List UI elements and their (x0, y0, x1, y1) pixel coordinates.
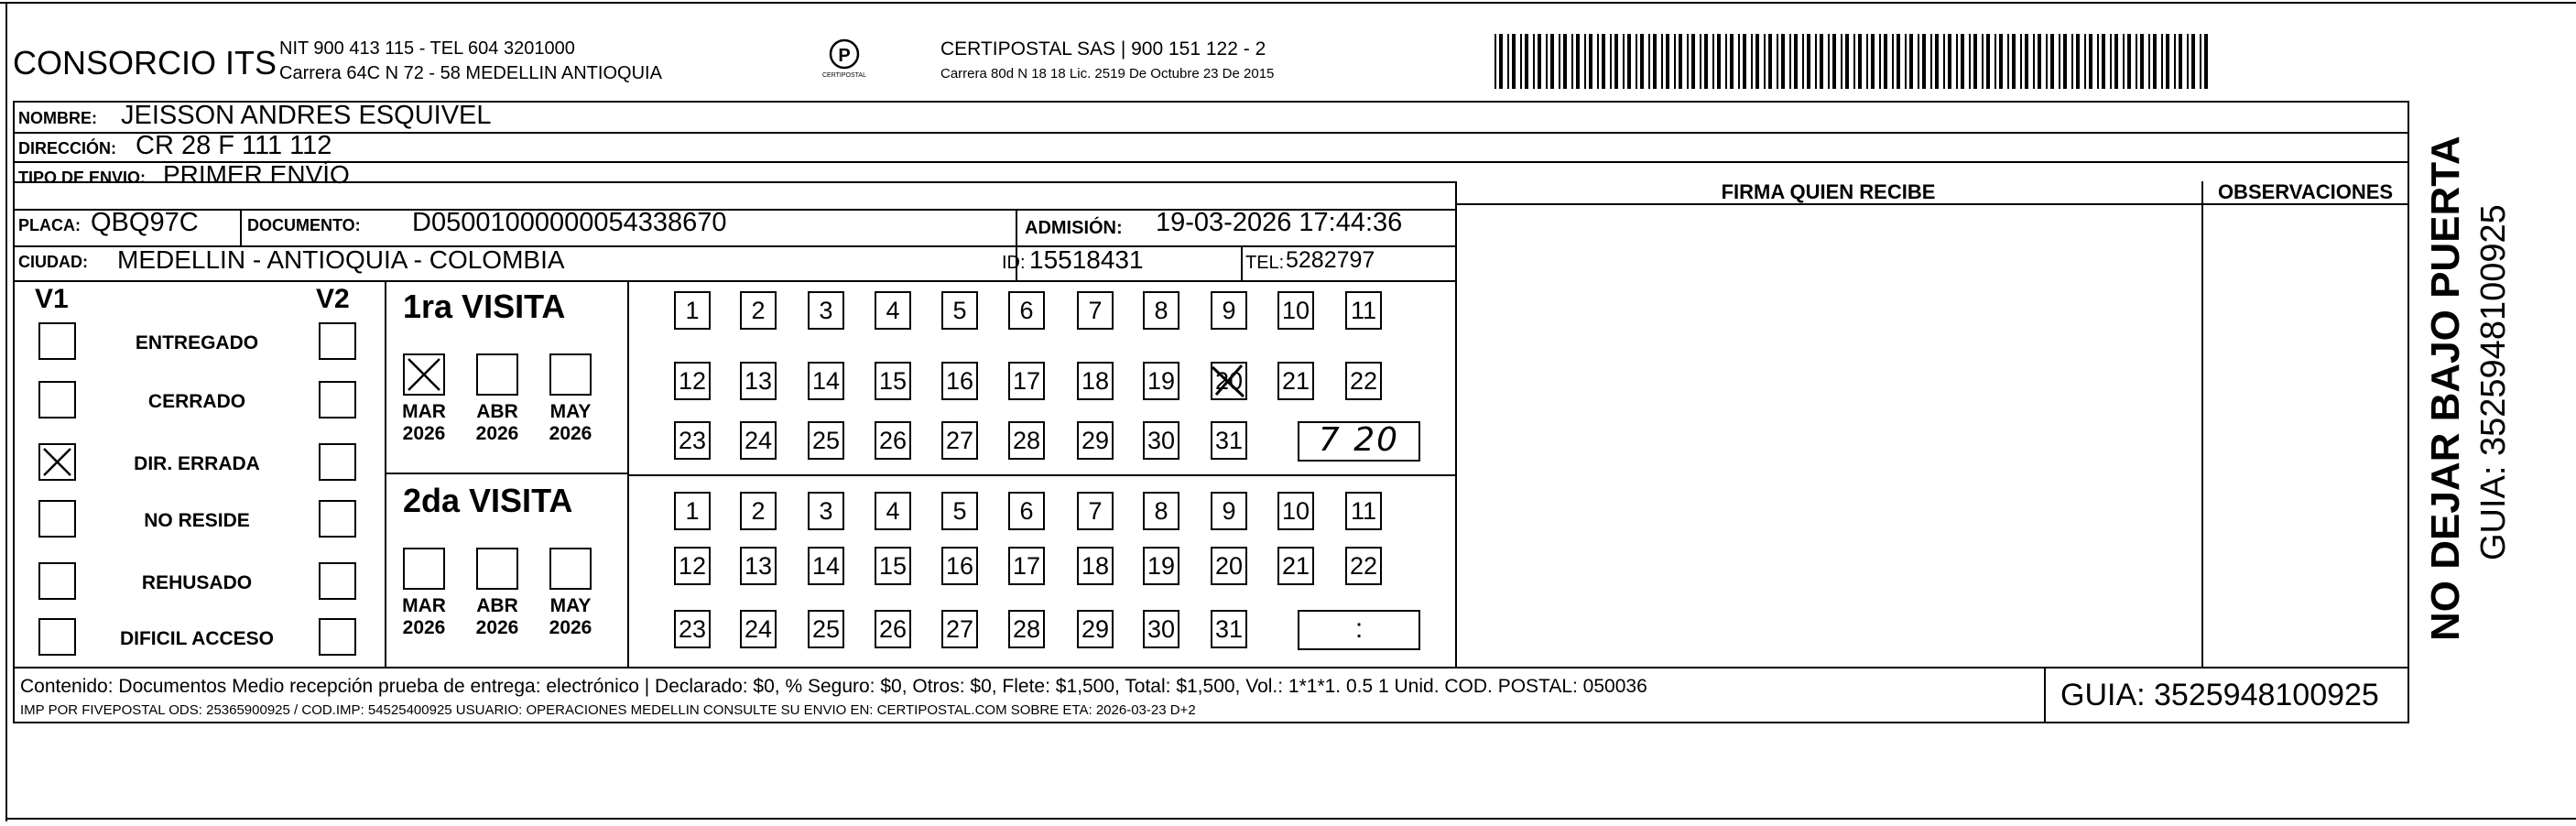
company-info-1: NIT 900 413 115 - TEL 604 3201000 (279, 38, 575, 59)
footer-contents: Contenido: Documentos Medio recepción prueba de entrega: electrónico | Declarado: $0, % Seguro: $0, Otros: $0, Flete: $1,500, Total: $1,500, Vol.: 1*1*1. 0.5 1 Unid. COD. POSTAL: 050036 (20, 676, 1647, 697)
v1-checkbox-3 (38, 443, 76, 481)
admision-value: 19-03-2026 17:44:36 (1156, 208, 1403, 237)
first-month-box-2 (476, 353, 518, 396)
second-visit-time: : (1298, 610, 1420, 650)
first-visit-time: 7 20 (1298, 421, 1420, 462)
month-name: MAY (549, 595, 592, 616)
second-month-box-1 (403, 548, 445, 590)
first-day-28: 28 (1008, 421, 1045, 460)
first-day-19: 19 (1143, 362, 1179, 400)
first-month-box-1 (403, 353, 445, 396)
second-day-12: 12 (674, 547, 711, 585)
first-day-27: 27 (941, 421, 978, 460)
no-dejar-bajo-puerta: NO DEJAR BAJO PUERTA (2423, 136, 2468, 641)
month-year: 2026 (402, 617, 446, 638)
cell-divider (240, 209, 242, 245)
row-line (13, 132, 2409, 134)
company-name: CONSORCIO ITS (13, 44, 277, 82)
first-day-17: 17 (1008, 362, 1045, 400)
visit-divider-h (627, 474, 1455, 476)
second-day-7: 7 (1077, 492, 1114, 530)
status-label-3: DIR. ERRADA (134, 453, 260, 474)
first-day-11: 11 (1345, 291, 1382, 330)
second-day-21: 21 (1277, 547, 1314, 585)
observaciones-divider (2201, 181, 2203, 667)
placa-label: PLACA: (18, 216, 81, 234)
first-day-24: 24 (740, 421, 777, 460)
first-day-18: 18 (1077, 362, 1114, 400)
second-day-11: 11 (1345, 492, 1382, 530)
first-day-16: 16 (941, 362, 978, 400)
second-day-27: 27 (941, 610, 978, 648)
second-day-13: 13 (740, 547, 777, 585)
documento-label: DOCUMENTO: (247, 216, 361, 234)
first-day-9: 9 (1211, 291, 1247, 330)
second-day-2: 2 (740, 492, 777, 530)
footer-line (13, 667, 2409, 668)
second-day-9: 9 (1211, 492, 1247, 530)
placa-value: QBQ97C (91, 208, 199, 237)
second-day-14: 14 (808, 547, 844, 585)
tel-label: TEL: (1245, 253, 1285, 273)
first-month-box-3 (549, 353, 592, 396)
second-month-label-1 (397, 595, 451, 639)
v1-checkbox-6 (38, 618, 76, 656)
v1-checkbox-2 (38, 381, 76, 418)
first-day-30: 30 (1143, 421, 1179, 460)
v2-checkbox-3 (319, 443, 356, 481)
first-day-6: 6 (1008, 291, 1045, 330)
v1-label: V1 (35, 284, 69, 314)
side-guia: GUIA: 3525948100925 (2474, 204, 2513, 560)
second-day-26: 26 (875, 610, 911, 648)
second-day-15: 15 (875, 547, 911, 585)
strike-mark (1211, 362, 1247, 400)
row-line (1455, 203, 2409, 205)
status-label-2: CERRADO (147, 391, 246, 412)
month-year: 2026 (475, 617, 519, 638)
v1-checkbox-1 (38, 322, 76, 360)
second-day-3: 3 (808, 492, 844, 530)
x-mark (405, 355, 445, 396)
second-month-box-3 (549, 548, 592, 590)
first-day-8: 8 (1143, 291, 1179, 330)
ciudad-label: CIUDAD: (18, 253, 88, 271)
first-day-15: 15 (875, 362, 911, 400)
second-month-box-2 (476, 548, 518, 590)
first-day-12: 12 (674, 362, 711, 400)
first-visit-title: 1ra VISITA (403, 288, 566, 325)
status-label-4: NO RESIDE (144, 510, 250, 531)
first-day-25: 25 (808, 421, 844, 460)
first-day-26: 26 (875, 421, 911, 460)
second-day-5: 5 (941, 492, 978, 530)
v2-checkbox-1 (319, 322, 356, 360)
v2-checkbox-5 (319, 562, 356, 600)
ciudad-value: MEDELLIN - ANTIOQUIA - COLOMBIA (117, 245, 565, 274)
signature-divider (1455, 181, 1457, 667)
first-day-31: 31 (1211, 421, 1247, 460)
v2-checkbox-6 (319, 618, 356, 656)
tipo-envio-value: PRIMER ENVÍO (163, 160, 350, 189)
first-month-label-1 (397, 401, 451, 445)
certipostal-logo (818, 37, 871, 92)
status-label-1: ENTREGADO (135, 332, 259, 353)
second-day-10: 10 (1277, 492, 1314, 530)
logo-text: CERTIPOSTAL (822, 72, 866, 79)
first-day-29: 29 (1077, 421, 1114, 460)
direccion-label: DIRECCIÓN: (18, 139, 116, 158)
id-label: ID: (1002, 253, 1026, 273)
courier-info-1: CERTIPOSTAL SAS | 900 151 122 - 2 (940, 38, 1266, 60)
first-day-22: 22 (1345, 362, 1382, 400)
month-year: 2026 (475, 423, 519, 444)
svg-text:P: P (838, 46, 851, 66)
v2-checkbox-4 (319, 500, 356, 538)
v1-checkbox-4 (38, 500, 76, 538)
row-line (13, 161, 2409, 163)
second-day-19: 19 (1143, 547, 1179, 585)
second-day-8: 8 (1143, 492, 1179, 530)
visit-divider (627, 280, 629, 667)
month-year: 2026 (549, 423, 592, 444)
v2-checkbox-2 (319, 381, 356, 418)
status-label-5: REHUSADO (141, 572, 253, 593)
status-label-6: DIFICIL ACCESO (119, 628, 274, 649)
tel-value: 5282797 (1286, 247, 1375, 273)
x-mark (40, 445, 76, 481)
second-day-17: 17 (1008, 547, 1045, 585)
month-name: ABR (476, 401, 518, 422)
second-day-20: 20 (1211, 547, 1247, 585)
nombre-value: JEISSON ANDRES ESQUIVEL (121, 101, 492, 130)
top-border (0, 2, 2576, 4)
firma-header: FIRMA QUIEN RECIBE (1721, 180, 1936, 203)
row-line (13, 280, 1455, 282)
second-day-6: 6 (1008, 492, 1045, 530)
second-day-28: 28 (1008, 610, 1045, 648)
id-value: 15518431 (1029, 245, 1144, 274)
documento-value: D05001000000054338670 (412, 208, 727, 237)
first-day-3: 3 (808, 291, 844, 330)
tipo-envio-label: TIPO DE ENVIO: (18, 168, 147, 187)
bottom-border (5, 818, 2576, 820)
company-info-2: Carrera 64C N 72 - 58 MEDELLIN ANTIOQUIA (279, 63, 662, 83)
visit-divider-h (385, 473, 627, 474)
first-day-23: 23 (674, 421, 711, 460)
footer-print-info: IMP POR FIVEPOSTAL ODS: 25365900925 / COD.IMP: 54525400925 USUARIO: OPERACIONES MEDELLIN CONSULTE SU ENVIO EN: CERTIPOSTAL.COM SOBRE ETA: 2026-03-23 D+2 (20, 702, 1196, 718)
second-day-30: 30 (1143, 610, 1179, 648)
second-month-label-3 (543, 595, 598, 639)
month-name: MAR (402, 595, 446, 616)
v1-checkbox-5 (38, 562, 76, 600)
first-day-13: 13 (740, 362, 777, 400)
admision-label: ADMISIÓN: (1025, 218, 1123, 238)
second-day-31: 31 (1211, 610, 1247, 648)
courier-info-2: Carrera 80d N 18 18 Lic. 2519 De Octubre 23 De 2015 (940, 66, 1275, 82)
barcode (1495, 34, 2227, 89)
second-day-25: 25 (808, 610, 844, 648)
second-day-23: 23 (674, 610, 711, 648)
first-day-4: 4 (875, 291, 911, 330)
v2-label: V2 (316, 284, 350, 314)
footer-guia: GUIA: 3525948100925 (2060, 678, 2379, 712)
second-month-label-2 (470, 595, 525, 639)
first-month-label-2 (470, 401, 525, 445)
second-day-18: 18 (1077, 547, 1114, 585)
left-border (5, 2, 7, 821)
second-day-29: 29 (1077, 610, 1114, 648)
month-name: ABR (476, 595, 518, 616)
direccion-value: CR 28 F 111 112 (136, 131, 332, 160)
second-day-16: 16 (941, 547, 978, 585)
second-day-4: 4 (875, 492, 911, 530)
second-visit-title: 2da VISITA (403, 482, 573, 519)
first-day-7: 7 (1077, 291, 1114, 330)
first-month-label-3 (543, 401, 598, 445)
cell-divider (1241, 245, 1243, 280)
first-day-2: 2 (740, 291, 777, 330)
month-year: 2026 (402, 423, 446, 444)
first-day-1: 1 (674, 291, 711, 330)
first-day-14: 14 (808, 362, 844, 400)
first-day-21: 21 (1277, 362, 1314, 400)
first-day-20: 20 (1211, 362, 1247, 400)
second-day-24: 24 (740, 610, 777, 648)
second-day-1: 1 (674, 492, 711, 530)
month-year: 2026 (549, 617, 592, 638)
nombre-label: NOMBRE: (18, 109, 97, 127)
month-name: MAY (549, 401, 592, 422)
second-day-22: 22 (1345, 547, 1382, 585)
observaciones-header: OBSERVACIONES (2217, 180, 2394, 203)
guia-divider (2044, 667, 2046, 723)
month-name: MAR (402, 401, 446, 422)
first-day-5: 5 (941, 291, 978, 330)
first-day-10: 10 (1277, 291, 1314, 330)
